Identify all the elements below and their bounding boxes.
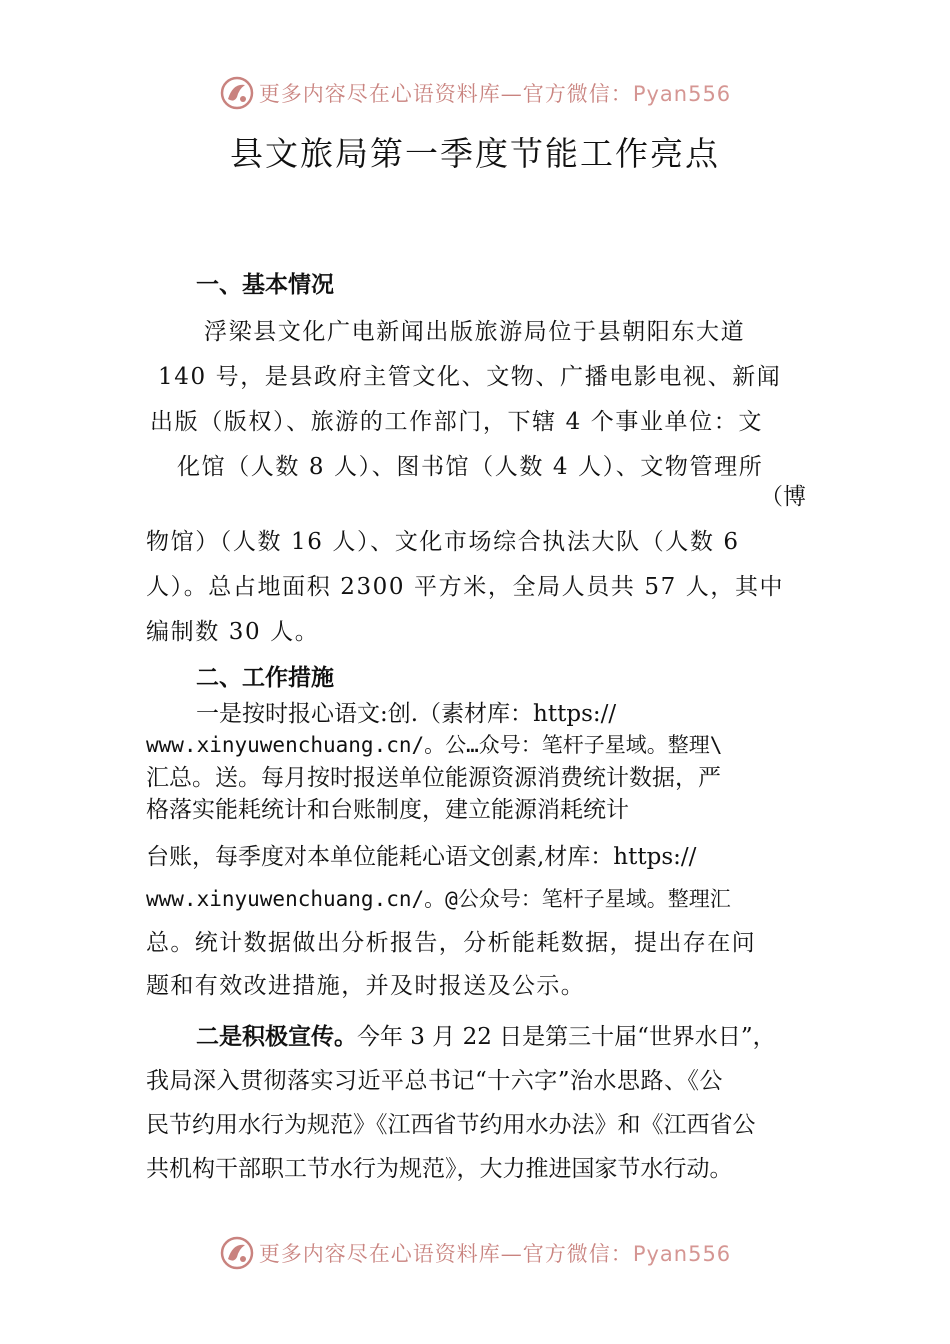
body-line: 题和有效改进措施，并及时报送及公示。 — [146, 973, 586, 999]
section-heading-measures: 二、工作措施 — [196, 665, 334, 691]
body-line — [196, 1018, 776, 1051]
page-title: 县文旅局第一季度节能工作亮点 — [230, 134, 720, 173]
watermark-wechat: Pyan556 — [632, 82, 732, 106]
body-line: 一是按时报心语文:创.（素材库：https:// — [196, 701, 617, 727]
watermark-banner-top — [0, 73, 950, 113]
body-line: 我局深入贯彻落实习近平总书记“十六字”治水思路、《公 — [146, 1068, 724, 1094]
body-line: （博 — [760, 484, 806, 510]
body-text: 今年 3 月 22 日是第三十届“世界水日”， — [357, 1024, 776, 1050]
watermark-banner-bottom — [0, 1233, 950, 1273]
body-line: 化馆（人数 8 人）、图书馆（人数 4 人）、文物管理所 — [177, 454, 764, 480]
watermark-logo-icon — [219, 1235, 255, 1271]
body-line: 共机构干部职工节水行为规范》，大力推进国家节水行动。 — [146, 1156, 733, 1182]
body-line: 140 号，是县政府主管文化、文物、广播电影电视、新闻 — [158, 364, 782, 390]
body-line: 人）。总占地面积 2300 平方米，全局人员共 57 人，其中 — [146, 574, 785, 600]
body-line: 民节约用水行为规范》《江西省节约用水办法》和《江西省公 — [146, 1112, 756, 1138]
watermark-wechat: Pyan556 — [632, 1242, 732, 1266]
body-line: www.xinyuwenchuang.cn/。@公众号：笔杆子星域。整理汇 — [146, 887, 731, 911]
body-line: 格落实能耗统计和台账制度，建立能源消耗统计 — [146, 797, 629, 823]
watermark-logo-icon — [219, 75, 255, 111]
watermark-text: 更多内容尽在心语资料库—官方微信：Pyan556 — [258, 82, 732, 106]
body-line: 汇总。送。每月按时报送单位能源资源消费统计数据，严 — [146, 765, 721, 791]
body-line: 台账，每季度对本单位能耗心语文创素,材库：https:// — [146, 844, 697, 870]
section-heading-basic-info: 一、基本情况 — [196, 272, 334, 298]
body-line: 浮梁县文化广电新闻出版旅游局位于县朝阳东大道 — [204, 319, 746, 345]
body-line: 出版（版权）、旅游的工作部门，下辖 4 个事业单位：文 — [150, 409, 763, 435]
paragraph-lead-bold: 二是积极宣传。 — [196, 1024, 357, 1050]
body-line: 物馆）（人数 16 人）、文化市场综合执法大队（人数 6 — [146, 529, 740, 555]
watermark-text: 更多内容尽在心语资料库—官方微信：Pyan556 — [258, 1242, 732, 1266]
body-line: www.xinyuwenchuang.cn/。公…众号：笔杆子星域。整理\ — [146, 733, 723, 757]
body-line: 编制数 30 人。 — [146, 619, 320, 645]
body-line: 总。统计数据做出分析报告，分析能耗数据，提出存在问 — [146, 930, 756, 956]
